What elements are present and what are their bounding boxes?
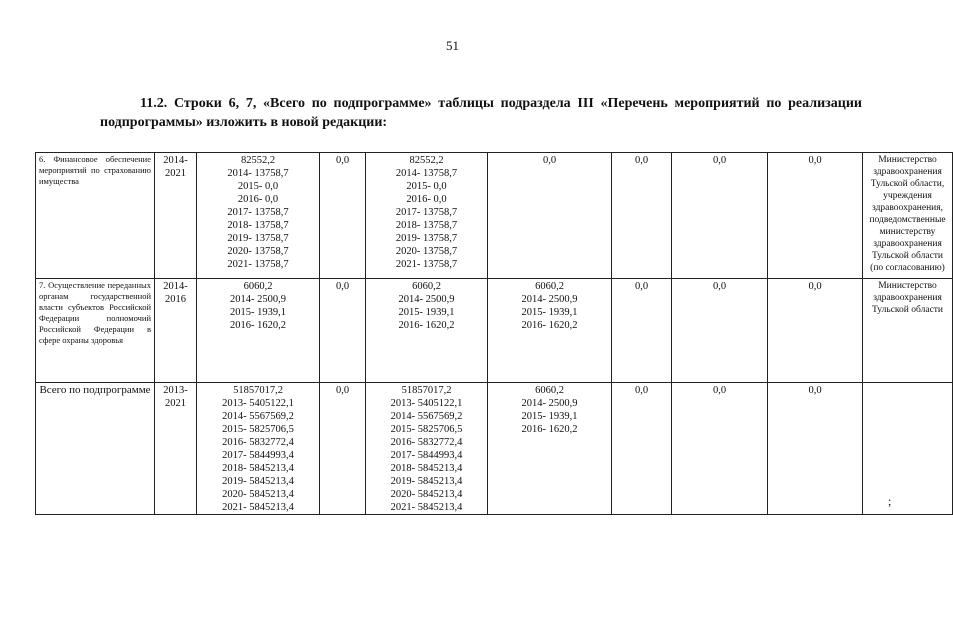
- page-number: 51: [446, 38, 459, 53]
- amount-line: 2013- 5405122,1: [222, 398, 294, 409]
- years-cell: 2013-2021: [155, 383, 197, 515]
- amount-line: 2020- 13758,7: [227, 246, 289, 257]
- amount-line: 2015- 0,0: [237, 181, 279, 192]
- regional-amount-cell: [366, 383, 488, 515]
- executor-cell: [863, 383, 953, 515]
- local-amount-cell: 0,0: [612, 279, 672, 383]
- amount-line: 2021- 13758,7: [395, 259, 458, 270]
- amount-line: 2015- 1939,1: [521, 411, 578, 422]
- amount-line: 2014- 13758,7: [227, 168, 289, 179]
- amount-line: 2015- 1939,1: [398, 307, 455, 318]
- amount-line: 6060,2: [535, 385, 564, 396]
- amount-line: 2014- 2500,9: [230, 294, 286, 305]
- amount-line: 6060,2: [243, 281, 273, 292]
- amount-line: 2018- 5845213,4: [390, 463, 463, 474]
- federal-amount-cell: 0,0: [320, 383, 366, 515]
- years-cell: 2014-2021: [155, 153, 197, 279]
- amount-line: 2017- 5844993,4: [390, 450, 463, 461]
- amount-line: 2015- 1939,1: [521, 307, 578, 318]
- federal-transfer-cell: [488, 153, 612, 279]
- amount-line: 2020- 13758,7: [395, 246, 458, 257]
- amount-line: 82552,2: [409, 155, 444, 166]
- amount-line: 2014- 2500,9: [398, 294, 455, 305]
- activities-table: [35, 152, 953, 515]
- activity-name-cell: Всего по подпрограмме: [36, 383, 155, 515]
- amount-line: 2014- 13758,7: [395, 168, 458, 179]
- federal-transfer-cell: [488, 383, 612, 515]
- amount-line: 2017- 13758,7: [227, 207, 289, 218]
- amount-line: 2018- 13758,7: [227, 220, 289, 231]
- other-amount-cell: 0,0: [768, 383, 863, 515]
- amendment-paragraph: 11.2. Строки 6, 7, «Всего по подпрограмме» таблицы подраздела III «Перечень мероприятий по реализации подпрограммы» изложить в новой редакции:: [100, 96, 862, 130]
- amount-line: 2016- 1620,2: [398, 320, 455, 331]
- amount-line: 6060,2: [535, 281, 564, 292]
- activity-name-cell: 6. Финансовое обеспечение мероприятий по страхованию имущества: [36, 153, 155, 279]
- amount-line: 2017- 5844993,4: [222, 450, 294, 461]
- local-amount-cell: 0,0: [612, 153, 672, 279]
- years-cell: 2014-2016: [155, 279, 197, 383]
- extra-budget-cell: 0,0: [672, 279, 768, 383]
- amount-line: 2014- 2500,9: [521, 398, 578, 409]
- amount-line: 2015- 1939,1: [230, 307, 286, 318]
- amount-line: 2014- 5567569,2: [222, 411, 294, 422]
- amount-line: 2021- 5845213,4: [390, 502, 463, 513]
- amount-line: 2016- 1620,2: [521, 320, 578, 331]
- federal-transfer-cell: [488, 279, 612, 383]
- table-row: [36, 383, 953, 515]
- trailing-semicolon: ;: [888, 494, 892, 508]
- amount-line: 2016- 0,0: [406, 194, 447, 205]
- amount-line: 2016- 1620,2: [230, 320, 286, 331]
- amount-line: 51857017,2: [401, 385, 452, 396]
- extra-budget-cell: 0,0: [672, 383, 768, 515]
- amount-line: 2013- 5405122,1: [390, 398, 463, 409]
- local-amount-cell: 0,0: [612, 383, 672, 515]
- amount-line: 2015- 0,0: [406, 181, 447, 192]
- total-amount-cell: [197, 153, 320, 279]
- amount-line: 2021- 5845213,4: [222, 502, 294, 513]
- other-amount-cell: 0,0: [768, 153, 863, 279]
- amount-line: 0,0: [542, 155, 557, 166]
- amount-line: 2016- 0,0: [237, 194, 279, 205]
- regional-amount-cell: [366, 153, 488, 279]
- extra-budget-cell: 0,0: [672, 153, 768, 279]
- amount-line: 2019- 13758,7: [227, 233, 289, 244]
- total-amount-cell: [197, 383, 320, 515]
- amount-line: 6060,2: [412, 281, 441, 292]
- amount-line: 2016- 5832772,4: [390, 437, 463, 448]
- amount-line: 2020- 5845213,4: [390, 489, 463, 500]
- total-amount-cell: [197, 279, 320, 383]
- amount-line: 2015- 5825706,5: [390, 424, 463, 435]
- amount-line: 2018- 13758,7: [395, 220, 458, 231]
- regional-amount-cell: [366, 279, 488, 383]
- amount-line: 2019- 13758,7: [395, 233, 458, 244]
- executor-cell: Министерство здравоохранения Тульской области: [863, 279, 953, 383]
- amount-line: 2020- 5845213,4: [222, 489, 294, 500]
- table-row: [36, 153, 953, 279]
- amount-line: 2018- 5845213,4: [222, 463, 294, 474]
- amount-line: 2015- 5825706,5: [222, 424, 294, 435]
- other-amount-cell: 0,0: [768, 279, 863, 383]
- amount-line: 2014- 5567569,2: [390, 411, 463, 422]
- amount-line: 51857017,2: [233, 385, 283, 396]
- amount-line: 2016- 1620,2: [521, 424, 578, 435]
- amount-line: 2021- 13758,7: [227, 259, 289, 270]
- amount-line: 2016- 5832772,4: [222, 437, 294, 448]
- executor-cell: Министерство здравоохранения Тульской области, учреждения здравоохранения, подведомственные министерству здравоохранения Тульской области (по согласованию): [863, 153, 953, 279]
- amount-line: 2019- 5845213,4: [222, 476, 294, 487]
- amount-line: 2019- 5845213,4: [390, 476, 463, 487]
- amount-line: 2017- 13758,7: [395, 207, 458, 218]
- table-row: [36, 279, 953, 383]
- amount-line: 82552,2: [240, 155, 276, 166]
- amount-line: 2014- 2500,9: [521, 294, 578, 305]
- activity-name-cell: 7. Осуществление переданных органам государственной власти субъектов Российской Федерации полномочий Российской Федерации в сфере охраны здоровья: [36, 279, 155, 383]
- federal-amount-cell: 0,0: [320, 279, 366, 383]
- federal-amount-cell: 0,0: [320, 153, 366, 279]
